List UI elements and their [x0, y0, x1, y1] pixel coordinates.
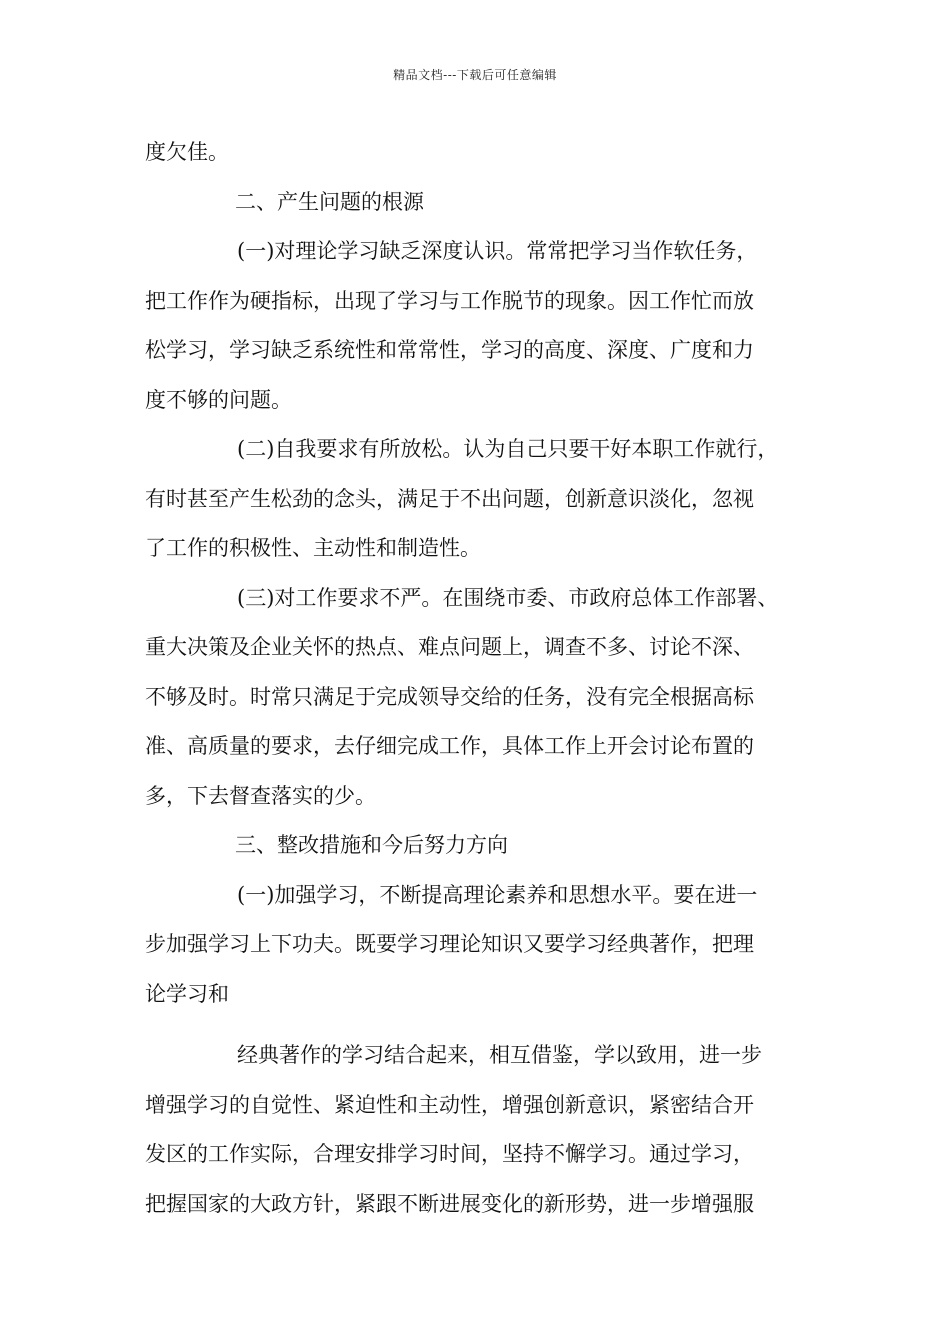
text-line: 发区的工作实际，合理安排学习时间，坚持不懈学习。通过学习， [145, 1142, 754, 1166]
text-line: 了工作的积极性、主动性和制造性。 [145, 536, 481, 560]
page-header: 精品文档---下载后可任意编辑 [393, 68, 557, 82]
text-line: 步加强学习上下功夫。既要学习理论知识又要学习经典著作，把理 [145, 932, 754, 956]
text-line: 论学习和 [145, 981, 229, 1006]
body-text [145, 128, 807, 1229]
text-line: 准、高质量的要求，去仔细完成工作，具体工作上开会讨论布置的 [145, 734, 754, 758]
text-line: 增强学习的自觉性、紧迫性和主动性，增强创新意识，紧密结合开 [145, 1092, 754, 1117]
text-line: 经典著作的学习结合起来，相互借鉴，学以致用，进一步 [237, 1043, 762, 1067]
text-line: 重大决策及企业关怀的热点、难点问题上，调查不多、讨论不深、 [145, 635, 754, 659]
text-line: (一)加强学习，不断提高理论素养和思想水平。要在进一 [237, 882, 758, 907]
text-line: 有时甚至产生松劲的念头，满足于不出问题，创新意识淡化，忽视 [145, 486, 754, 511]
text-line: 松学习，学习缺乏系统性和常常性，学习的高度、深度、广度和力 [145, 338, 754, 362]
text-line: (三)对工作要求不严。在围绕市委、市政府总体工作部署、 [237, 585, 779, 610]
section-heading: 二、产生问题的根源 [235, 189, 424, 214]
text-line: 把握国家的大政方针，紧跟不断进展变化的新形势，进一步增强服 [145, 1191, 754, 1216]
text-line: 度欠佳。 [145, 140, 229, 164]
text-line: 多，下去督查落实的少。 [145, 783, 376, 808]
section-heading: 三、整改措施和今后努力方向 [235, 833, 508, 857]
text-line: 不够及时。时常只满足于完成领导交给的任务，没有完全根据高标 [145, 684, 754, 709]
paragraph-gap [145, 1019, 807, 1031]
text-line: 把工作作为硬指标，出现了学习与工作脱节的现象。因工作忙而放 [145, 288, 754, 313]
text-line: 度不够的问题。 [145, 387, 292, 412]
text-line: (二)自我要求有所放松。认为自己只要干好本职工作就行， [237, 437, 779, 461]
text-line: (一)对理论学习缺乏深度认识。常常把学习当作软任务， [237, 239, 758, 263]
